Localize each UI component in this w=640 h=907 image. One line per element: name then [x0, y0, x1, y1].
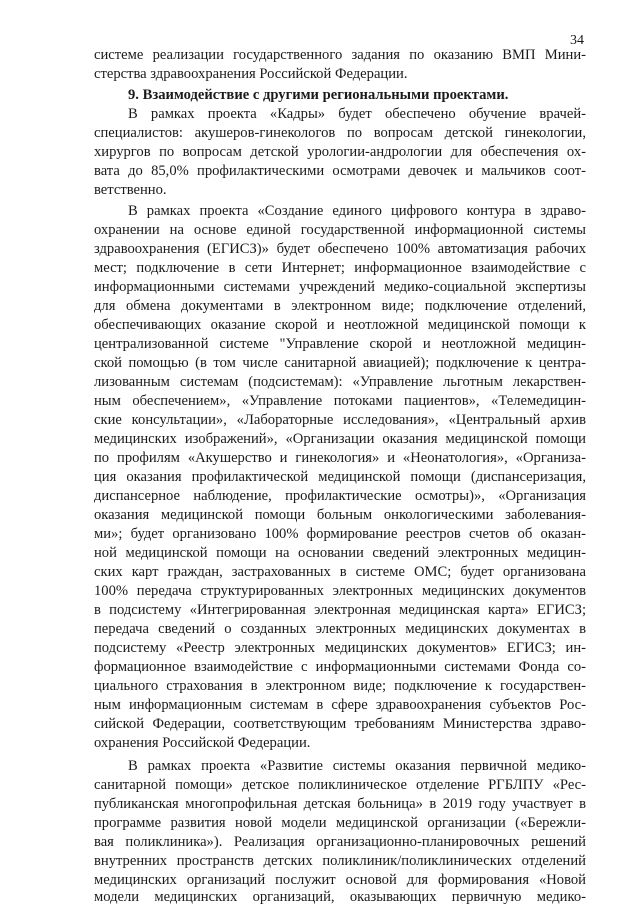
text-line: охранения Российской Федерации. — [94, 735, 311, 751]
text-line: ские консультации», «Лабораторные исследования», «Центральный архив — [94, 412, 586, 428]
text-line: формационное взаимодействие с информационными системами Фонда со- — [94, 659, 586, 675]
text-line: диспансерное наблюдение, профилактические осмотры)», «Организация — [94, 488, 586, 504]
section-heading: 9. Взаимодействие с другими региональными проектами. — [128, 87, 509, 103]
text-line: программе развития новой модели медицинской организации («Бережли- — [94, 815, 586, 831]
text-line: лизованным системам (подсистемам): «Управление льготным лекарствен- — [94, 374, 586, 390]
text-line: хирургов по вопросам детской урологии-андрологии для обеспечения ох- — [94, 144, 586, 160]
text-line: вая поликлиника»). Реализация организационно-планировочных решений — [94, 834, 586, 850]
text-line: информационными системами учреждений медико-социальной экспертизы — [94, 279, 586, 295]
text-line: ми»; будет организовано 100% формирование реестров счетов об оказан- — [94, 526, 586, 542]
text-line: по профилям «Акушерство и гинекология» и «Неонатология», «Организа- — [94, 450, 586, 466]
text-line: ным обеспечением», «Управление потоками пациентов», «Телемедицин- — [94, 393, 586, 409]
page-number: 34 — [570, 33, 584, 48]
text-line: вата до 85,0% профилактическими осмотрами девочек и мальчиков соот- — [94, 163, 586, 179]
text-line: циального страхования в электронном виде; подключение к государствен- — [94, 678, 586, 694]
text-line: В рамках проекта «Кадры» будет обеспечено обучение врачей- — [128, 106, 586, 122]
text-line: охранении на основе единой государственной информационной системы — [94, 222, 586, 238]
text-line: внутренних пространств детских поликлиник/поликлинических отделений — [94, 853, 586, 869]
text-line: В рамках проекта «Развитие системы оказания первичной медико- — [128, 758, 586, 774]
text-line: мест; подключение в сети Интернет; информационное взаимодействие с — [94, 260, 586, 276]
text-line: ских карт граждан, застрахованных в системе ОМС; будет организована — [94, 564, 586, 580]
text-line: обеспечивающих оказание скорой и неотложной медицинской помощи к — [94, 317, 586, 333]
text-line: ным информационным системам в сфере здравоохранения субъектов Рос- — [94, 697, 586, 713]
text-line: оказания медицинской помощи больным онкологическими заболевания- — [94, 507, 586, 523]
text-line: ской помощью (в том числе санитарной авиацией); подключение к центра- — [94, 355, 586, 371]
text-line: здравоохранения (ЕГИСЗ)» будет обеспечено 100% автоматизация рабочих — [94, 241, 586, 257]
text-line: ветственно. — [94, 182, 167, 198]
text-line: стерства здравоохранения Российской Федерации. — [94, 66, 408, 82]
text-line: ция оказания профилактической медицинской помощи (диспансеризация, — [94, 469, 586, 485]
text-line: санитарной помощи» детское поликлиническое отделение РГБЛПУ «Рес- — [94, 777, 586, 793]
text-line: сийской Федерации, соответствующим требованиям Министерства здраво- — [94, 716, 586, 732]
text-line: передача сведений о созданных электронных медицинских документах в — [94, 621, 586, 637]
text-line: медицинских изображений», «Организации оказания медицинской помощи — [94, 431, 586, 447]
text-line: модели медицинских организаций, оказывающих первичную медико- — [94, 889, 586, 905]
text-line: для обмена документами в электронном виде; подключение отделений, — [94, 298, 586, 314]
text-line: централизованной системе "Управление скорой и неотложной медицин- — [94, 336, 586, 352]
text-line: медицинских организаций послужит основой для формирования «Новой — [94, 872, 586, 888]
text-line: В рамках проекта «Создание единого цифрового контура в здраво- — [128, 203, 586, 219]
text-line: ной медицинской помощи на основании сведений электронных медицин- — [94, 545, 586, 561]
text-line: специалистов: акушеров-гинекологов по вопросам детской гинекологии, — [94, 125, 586, 141]
text-line: системе реализации государственного задания по оказанию ВМП Мини- — [94, 47, 586, 63]
text-line: публиканская многопрофильная детская больница» в 2019 году участвует в — [94, 796, 586, 812]
text-line: 100% передача структурированных электронных медицинских документов — [94, 583, 586, 599]
text-line: подсистему «Реестр электронных медицинских документов» ЕГИСЗ; ин- — [94, 640, 586, 656]
text-line: в подсистему «Интегрированная электронная медицинская карта» ЕГИСЗ; — [94, 602, 586, 618]
